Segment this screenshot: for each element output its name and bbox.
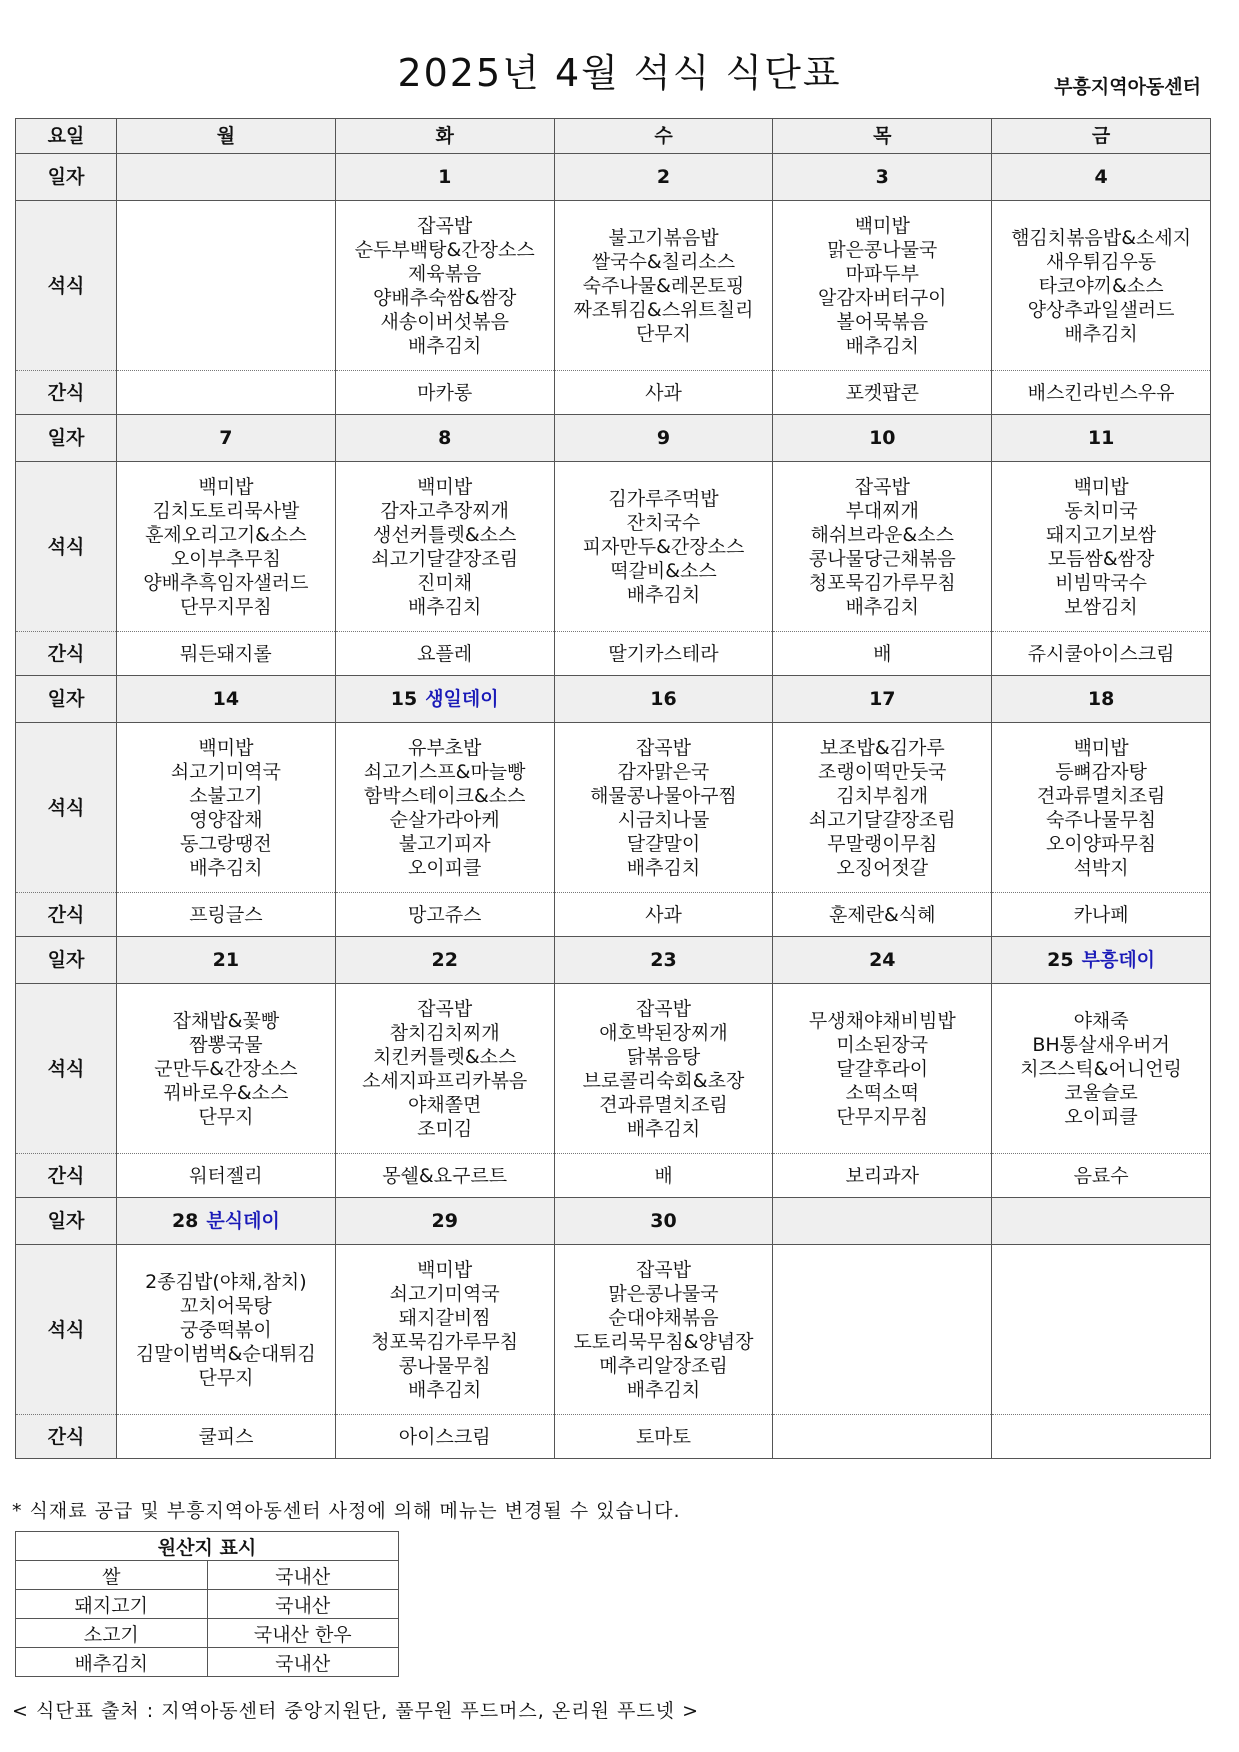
meal-item: 잡곡밥 [417, 214, 473, 237]
snack-cell: 마카롱 [335, 371, 554, 415]
date-cell [992, 676, 1211, 723]
meal-item: 김치도토리묵사발 [152, 499, 300, 522]
meal-row [16, 201, 1211, 371]
meal-item: 오이부추무침 [170, 547, 281, 570]
meal-cell [992, 201, 1211, 371]
meal-item: 짜조튀김&스위트칠리 [573, 298, 754, 321]
snack-cell: 포켓팝콘 [773, 371, 992, 415]
meal-cell [992, 1245, 1211, 1415]
snack-cell: 워터젤리 [117, 1154, 336, 1198]
meal-cell [554, 201, 773, 371]
meal-row-label: 석식 [16, 462, 117, 632]
date-cell [992, 154, 1211, 201]
event-day-label: 생일데이 [425, 688, 499, 710]
meal-item: 백미밥 [198, 736, 254, 759]
event-day-label: 부흥데이 [1081, 949, 1156, 971]
weekday-thu: 목 [773, 119, 992, 154]
meal-cell [554, 723, 773, 893]
date-number: 7 [219, 427, 233, 449]
meal-item: 함박스테이크&소스 [363, 784, 526, 807]
meal-item: 견과류멸치조림 [1036, 784, 1166, 807]
meal-item: 오이피클 [407, 856, 482, 879]
date-cell [117, 676, 336, 723]
date-cell [554, 676, 773, 723]
date-number: 16 [650, 688, 677, 710]
meal-item: 단무지 [198, 1366, 254, 1389]
weekday-header-row [16, 119, 1211, 154]
meal-item: 제육볶음 [407, 262, 482, 285]
snack-row-label: 간식 [16, 1154, 117, 1198]
weekday-wed: 수 [554, 119, 773, 154]
meal-item: 청포묵김가루무침 [808, 571, 956, 594]
meal-cell [554, 1245, 773, 1415]
snack-row-label: 간식 [16, 371, 117, 415]
meal-item: 김치부침개 [836, 784, 929, 807]
date-cell [992, 937, 1211, 984]
meal-item: 숙주나물무침 [1046, 808, 1157, 831]
meal-item: 치즈스틱&어니언링 [1020, 1057, 1182, 1080]
meal-item: 진미채 [417, 571, 473, 594]
meal-cell [773, 201, 992, 371]
meal-item: 단무지 [198, 1105, 254, 1128]
meal-item: 비빔막국수 [1055, 571, 1147, 594]
date-number: 29 [431, 1210, 458, 1232]
meal-item: 시금치나물 [617, 808, 710, 831]
meal-item: 달걀말이 [626, 832, 701, 855]
meal-item: 쇠고기미역국 [170, 760, 281, 783]
meal-item: 야채죽 [1073, 1009, 1129, 1032]
meal-item: 순대야채볶음 [608, 1306, 719, 1329]
meal-item: 닭볶음탕 [626, 1045, 701, 1068]
date-number: 28 [171, 1210, 199, 1232]
meal-item: 새송이버섯볶음 [380, 310, 509, 333]
meal-item: 불고기피자 [398, 832, 491, 855]
meal-item: 백미밥 [1073, 736, 1129, 759]
meal-item: 새우튀김우동 [1046, 250, 1157, 273]
meal-item: 알감자버터구이 [818, 286, 947, 309]
meal-item: 배추김치 [626, 1117, 701, 1140]
meal-row-label: 석식 [16, 723, 117, 893]
origin-item: 쌀 [16, 1561, 208, 1590]
snack-cell: 몽쉘&요구르트 [335, 1154, 554, 1198]
snack-cell: 아이스크림 [335, 1415, 554, 1459]
organization-name: 부흥지역아동센터 [1054, 76, 1201, 98]
meal-cell [335, 201, 554, 371]
meal-cell [992, 723, 1211, 893]
origin-row [16, 1590, 399, 1619]
date-row [16, 1198, 1211, 1245]
meal-item: 등뼈감자탕 [1055, 760, 1147, 783]
date-number: 11 [1087, 427, 1115, 449]
meal-item: 해쉬브라운&소스 [810, 523, 954, 546]
meal-item: 쇠고기스프&마늘빵 [363, 760, 526, 783]
snack-cell: 카나페 [992, 893, 1211, 937]
meal-cell [554, 984, 773, 1154]
meal-item: 단무지무침 [180, 595, 272, 618]
snack-cell [992, 1415, 1211, 1459]
date-number: 18 [1087, 688, 1115, 710]
date-row [16, 937, 1211, 984]
date-number: 3 [875, 166, 889, 188]
origin-row [16, 1648, 399, 1677]
meal-row-label: 석식 [16, 984, 117, 1154]
meal-item: 감자맑은국 [617, 760, 710, 783]
date-cell [992, 1198, 1211, 1245]
meal-item: 잡곡밥 [854, 475, 910, 498]
meal-item: 단무지무침 [836, 1105, 929, 1128]
snack-cell: 훈제란&식혜 [773, 893, 992, 937]
weekday-tue: 화 [335, 119, 554, 154]
date-cell [335, 415, 554, 462]
meal-item: 오이양파무침 [1046, 832, 1157, 855]
meal-item: 잡곡밥 [635, 736, 692, 759]
snack-cell: 배 [554, 1154, 773, 1198]
meal-cell [773, 984, 992, 1154]
meal-item: 배추김치 [407, 1378, 482, 1401]
snack-row-label: 간식 [16, 1415, 117, 1459]
meal-item: 조미김 [417, 1117, 473, 1140]
date-number: 4 [1094, 166, 1108, 188]
meal-item: 석박지 [1073, 856, 1129, 879]
meal-item: 군만두&간장소스 [154, 1057, 298, 1080]
meal-item: 궁중떡볶이 [180, 1318, 272, 1341]
meal-item: 백미밥 [1073, 475, 1129, 498]
meal-item: 감자고추장찌개 [380, 499, 509, 522]
weekday-mon: 월 [117, 119, 336, 154]
meal-item: 양배추흑임자샐러드 [143, 571, 309, 594]
meal-item: 맑은콩나물국 [827, 238, 938, 261]
meal-item: 잡곡밥 [417, 997, 473, 1020]
meal-item: BH통살새우버거 [1032, 1033, 1170, 1056]
meal-item: 무말랭이무침 [827, 832, 938, 855]
meal-item: 메추리알장조림 [599, 1354, 728, 1377]
meal-item: 짬뽕국물 [189, 1033, 263, 1056]
meal-item: 오이피클 [1064, 1105, 1138, 1128]
snack-cell: 토마토 [554, 1415, 773, 1459]
snack-cell: 뭐든돼지롤 [117, 632, 336, 676]
event-day-label: 분식데이 [206, 1210, 280, 1232]
meal-item: 보쌈김치 [1064, 595, 1138, 618]
meal-item: 돼지갈비찜 [398, 1306, 491, 1329]
origin-country: 국내산 [207, 1590, 399, 1619]
meal-row [16, 1245, 1211, 1415]
snack-row [16, 1154, 1211, 1198]
meal-item: 백미밥 [417, 1258, 473, 1281]
meal-item: 쇠고기달걀장조림 [808, 808, 956, 831]
meal-item: 영양잡채 [189, 808, 263, 831]
snack-row [16, 632, 1211, 676]
meal-item: 돼지고기보쌈 [1046, 523, 1157, 546]
date-cell [773, 1198, 992, 1245]
meal-item: 동그랑땡전 [180, 832, 272, 855]
meal-item: 배추김치 [1064, 322, 1138, 345]
meal-item: 불고기볶음밥 [608, 226, 719, 249]
meal-item: 단무지 [635, 322, 692, 345]
meal-item: 꿔바로우&소스 [163, 1081, 289, 1104]
meal-item: 부대찌개 [845, 499, 919, 522]
date-number: 14 [212, 688, 240, 710]
meal-item: 순두부백탕&간장소스 [354, 238, 535, 261]
origin-table [15, 1531, 399, 1677]
meal-item: 배추김치 [407, 595, 482, 618]
snack-cell: 보리과자 [773, 1154, 992, 1198]
meal-item: 양상추과일샐러드 [1027, 298, 1175, 321]
date-cell [335, 676, 554, 723]
meal-item: 조랭이떡만둣국 [818, 760, 947, 783]
meal-item: 무생채야채비빔밥 [808, 1009, 956, 1032]
meal-row-label: 석식 [16, 1245, 117, 1415]
date-number: 15 [390, 688, 418, 710]
meal-item: 배추김치 [626, 1378, 701, 1401]
date-row [16, 676, 1211, 723]
meal-item: 볼어묵볶음 [836, 310, 929, 333]
meal-cell [335, 1245, 554, 1415]
date-cell [554, 937, 773, 984]
date-number: 24 [869, 949, 896, 971]
meal-item: 참치김치찌개 [389, 1021, 500, 1044]
meal-cell [773, 462, 992, 632]
meal-item: 배추김치 [626, 583, 701, 606]
meal-item: 2종김밥(야채,참치) [145, 1270, 307, 1293]
meal-item: 야채쫄면 [407, 1093, 482, 1116]
meal-cell [117, 201, 336, 371]
date-number: 30 [650, 1210, 677, 1232]
meal-item: 배추김치 [845, 334, 919, 357]
date-number: 9 [656, 427, 671, 449]
meal-cell [773, 723, 992, 893]
date-row-label: 일자 [16, 1198, 117, 1245]
snack-cell: 딸기카스테라 [554, 632, 773, 676]
date-cell [554, 415, 773, 462]
meal-item: 콩나물무침 [398, 1354, 491, 1377]
meal-item: 브로콜리숙회&초장 [582, 1069, 745, 1092]
meal-cell [335, 723, 554, 893]
meal-item: 배추김치 [189, 856, 263, 879]
meal-cell [117, 723, 336, 893]
snack-cell: 배스킨라빈스우유 [992, 371, 1211, 415]
meal-item: 잡곡밥 [635, 1258, 692, 1281]
meal-item: 도토리묵무침&양념장 [573, 1330, 754, 1353]
snack-row-label: 간식 [16, 632, 117, 676]
date-number: 25 [1047, 949, 1074, 971]
meal-item: 애호박된장찌개 [599, 1021, 728, 1044]
meal-item: 타코야끼&소스 [1038, 274, 1164, 297]
meal-item: 김말이범벅&순대튀김 [135, 1342, 316, 1365]
meal-item: 잡곡밥 [635, 997, 692, 1020]
date-number: 8 [438, 427, 452, 449]
meal-item: 백미밥 [417, 475, 473, 498]
date-row [16, 415, 1211, 462]
meal-cell [335, 984, 554, 1154]
meal-item: 치킨커틀렛&소스 [373, 1045, 517, 1068]
meal-item: 유부초밥 [407, 736, 482, 759]
meal-row [16, 723, 1211, 893]
date-cell [773, 415, 992, 462]
date-number: 2 [656, 166, 671, 188]
meal-item: 달걀후라이 [836, 1057, 929, 1080]
origin-item: 돼지고기 [16, 1590, 208, 1619]
meal-cell [117, 1245, 336, 1415]
origin-country: 국내산 [207, 1648, 399, 1677]
snack-cell: 음료수 [992, 1154, 1211, 1198]
meal-item: 피자만두&간장소스 [582, 535, 745, 558]
snack-cell [117, 371, 336, 415]
meal-cell [992, 462, 1211, 632]
origin-row [16, 1619, 399, 1648]
date-number: 1 [438, 166, 452, 188]
meal-item: 잔치국수 [626, 511, 701, 534]
meal-cell [117, 984, 336, 1154]
snack-cell: 요플레 [335, 632, 554, 676]
meal-item: 훈제오리고기&소스 [145, 523, 307, 546]
meal-cell [773, 1245, 992, 1415]
date-row [16, 154, 1211, 201]
meal-item: 쌀국수&칠리소스 [591, 250, 736, 273]
meal-item: 맑은콩나물국 [608, 1282, 719, 1305]
meal-cell [992, 984, 1211, 1154]
date-cell [554, 1198, 773, 1245]
meal-item: 순살가라아케 [389, 808, 500, 831]
meal-item: 동치미국 [1064, 499, 1138, 522]
meal-item: 김가루주먹밥 [608, 487, 719, 510]
snack-row-label: 간식 [16, 893, 117, 937]
meal-cell [554, 462, 773, 632]
date-cell [992, 415, 1211, 462]
snack-row [16, 1415, 1211, 1459]
snack-cell [773, 1415, 992, 1459]
meal-item: 양배추숙쌈&쌈장 [373, 286, 517, 309]
date-number: 21 [212, 949, 240, 971]
snack-cell: 프링글스 [117, 893, 336, 937]
meal-item: 소떡소떡 [845, 1081, 919, 1104]
date-cell [335, 937, 554, 984]
origin-country: 국내산 [207, 1561, 399, 1590]
meal-item: 숙주나물&레몬토핑 [582, 274, 745, 297]
origin-item: 소고기 [16, 1619, 208, 1648]
meal-item: 코울슬로 [1064, 1081, 1138, 1104]
weekday-header-label: 요일 [16, 119, 117, 154]
date-cell [554, 154, 773, 201]
origin-item: 배추김치 [16, 1648, 208, 1677]
meal-item: 소불고기 [189, 784, 263, 807]
meal-item: 백미밥 [854, 214, 910, 237]
meal-item: 배추김치 [626, 856, 701, 879]
menu-table [15, 118, 1211, 1459]
date-cell [773, 154, 992, 201]
date-cell [773, 676, 992, 723]
date-number: 22 [431, 949, 458, 971]
date-number: 17 [869, 688, 896, 710]
meal-item: 꼬치어묵탕 [180, 1294, 272, 1317]
meal-item: 보조밥&김가루 [819, 736, 945, 759]
date-cell [117, 937, 336, 984]
date-row-label: 일자 [16, 154, 117, 201]
meal-item: 쇠고기달걀장조림 [371, 547, 519, 570]
meal-item: 떡갈비&소스 [610, 559, 717, 582]
meal-item: 미소된장국 [836, 1033, 929, 1056]
snack-cell: 쿨피스 [117, 1415, 336, 1459]
origin-table-title: 원산지 표시 [16, 1532, 399, 1561]
snack-cell: 쥬시쿨아이스크림 [992, 632, 1211, 676]
change-notice: * 식재료 공급 및 부흥지역아동센터 사정에 의해 메뉴는 변경될 수 있습니다. [12, 1500, 681, 1522]
meal-item: 모듬쌈&쌈장 [1047, 547, 1155, 570]
date-cell [335, 154, 554, 201]
snack-cell: 사과 [554, 371, 773, 415]
snack-cell: 배 [773, 632, 992, 676]
snack-cell: 망고쥬스 [335, 893, 554, 937]
menu-source: < 식단표 출처 : 지역아동센터 중앙지원단, 풀무원 푸드머스, 온리원 푸드넷 > [12, 1700, 699, 1722]
meal-item: 쇠고기미역국 [389, 1282, 500, 1305]
meal-item: 오징어젓갈 [836, 856, 929, 879]
meal-item: 견과류멸치조림 [599, 1093, 728, 1116]
snack-row [16, 371, 1211, 415]
date-row-label: 일자 [16, 415, 117, 462]
date-row-label: 일자 [16, 676, 117, 723]
date-cell [773, 937, 992, 984]
meal-item: 콩나물당근채볶음 [808, 547, 956, 570]
date-cell [117, 415, 336, 462]
date-cell [335, 1198, 554, 1245]
meal-cell [117, 462, 336, 632]
date-number: 10 [869, 427, 896, 449]
meal-row [16, 462, 1211, 632]
weekday-fri: 금 [992, 119, 1211, 154]
page-title: 2025년 4월 석식 식단표 [397, 51, 842, 95]
meal-item: 배추김치 [407, 334, 482, 357]
meal-item: 배추김치 [845, 595, 919, 618]
meal-row [16, 984, 1211, 1154]
origin-row [16, 1561, 399, 1590]
date-cell [117, 154, 336, 201]
date-number: 23 [650, 949, 677, 971]
meal-item: 생선커틀렛&소스 [373, 523, 517, 546]
origin-country: 국내산 한우 [207, 1619, 399, 1648]
snack-cell: 사과 [554, 893, 773, 937]
meal-item: 해물콩나물아구찜 [590, 784, 737, 807]
date-row-label: 일자 [16, 937, 117, 984]
meal-item: 잡채밥&꽃빵 [172, 1009, 280, 1032]
date-cell [117, 1198, 336, 1245]
meal-item: 소세지파프리카볶음 [362, 1069, 528, 1092]
snack-row [16, 893, 1211, 937]
meal-cell [335, 462, 554, 632]
meal-item: 마파두부 [845, 262, 919, 285]
meal-item: 햄김치볶음밥&소세지 [1011, 226, 1192, 249]
meal-item: 백미밥 [198, 475, 254, 498]
meal-item: 청포묵김가루무침 [371, 1330, 519, 1353]
meal-row-label: 석식 [16, 201, 117, 371]
